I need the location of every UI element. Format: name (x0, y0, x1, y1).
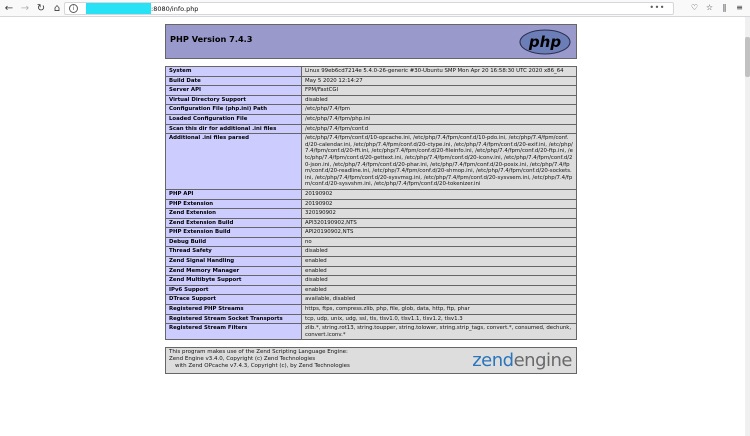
table-row (166, 324, 577, 340)
row-key: Virtual Directory Support (166, 95, 302, 105)
table-row (166, 124, 577, 134)
row-value: API20190902,NTS (302, 228, 577, 238)
row-key: Scan this dir for additional .ini files (166, 124, 302, 134)
table-row (166, 266, 577, 276)
table-row (166, 228, 577, 238)
table-row (166, 114, 577, 124)
row-key: Registered Stream Filters (166, 324, 302, 340)
row-value: /etc/php/7.4/fpm/conf.d/10-opcache.ini, /etc/php/7.4/fpm/conf.d/10-pdo.ini, /etc/php/7.4/fpm/conf.d/20-calendar.ini, /etc/php/7.4/fpm/conf.d/20-ctype.ini, /etc/php/7.4/fpm/conf.d/20-exif.ini, /etc/php/7.4/fpm/conf.d/20-ffi.ini, /etc/php/7.4/fpm/conf.d/20-fileinfo.ini, /etc/php/7.4/fpm/conf.d/20-ftp.ini, /etc/php/7.4/fpm/conf.d/20-gettext.ini, /etc/php/7.4/fpm/conf.d/20-iconv.ini, /etc/php/7.4/fpm/conf.d/20-json.ini, /etc/php/7.4/fpm/conf.d/20-phar.ini, /etc/php/7.4/fpm/conf.d/20-posix.ini, /etc/php/7.4/fpm/conf.d/20-readline.ini, /etc/php/7.4/fpm/conf.d/20-shmop.ini, /etc/php/7.4/fpm/conf.d/20-sockets.ini, /etc/php/7.4/fpm/conf.d/20-sysvmsg.ini, /etc/php/7.4/fpm/conf.d/20-sysvsem.ini, /etc/php/7.4/fpm/conf.d/20-sysvshm.ini, /etc/php/7.4/fpm/conf.d/20-tokenizer.ini (302, 134, 577, 190)
row-value: FPM/FastCGI (302, 86, 577, 96)
row-value: disabled (302, 95, 577, 105)
row-key: IPv6 Support (166, 285, 302, 295)
row-value: 20190902 (302, 199, 577, 209)
url-path: :8080/info.php (151, 4, 199, 13)
table-row (166, 67, 577, 77)
row-value: Linux 99eb6cd7214e 5.4.0-26-generic #30-Ubuntu SMP Mon Apr 20 16:58:30 UTC 2020 x86_64 (302, 67, 577, 77)
row-key: Zend Memory Manager (166, 266, 302, 276)
forward-arrow-icon[interactable]: → (20, 2, 30, 14)
table-row (166, 247, 577, 257)
row-key: Zend Signal Handling (166, 257, 302, 267)
row-key: DTrace Support (166, 295, 302, 305)
address-bar[interactable] (64, 2, 674, 15)
row-key: Zend Extension Build (166, 218, 302, 228)
zend-logo-word: zend (472, 350, 514, 372)
browser-toolbar (0, 0, 750, 17)
table-row (166, 209, 577, 219)
scrollbar-thumb[interactable] (745, 37, 750, 77)
row-value: /etc/php/7.4/fpm (302, 105, 577, 115)
row-key: PHP Extension (166, 199, 302, 209)
row-value: API320190902,NTS (302, 218, 577, 228)
page-title: PHP Version 7.4.3 (170, 34, 253, 44)
row-key: System (166, 67, 302, 77)
library-icon[interactable]: ∥ (722, 3, 727, 12)
row-key: Thread Safety (166, 247, 302, 257)
row-key: Server API (166, 86, 302, 96)
zend-engine-logo (472, 350, 572, 372)
pocket-icon[interactable]: ♡ (690, 3, 699, 12)
row-value: May 5 2020 12:14:27 (302, 76, 577, 86)
row-value: /etc/php/7.4/fpm/conf.d (302, 124, 577, 134)
table-row (166, 134, 577, 190)
row-key: Debug Build (166, 237, 302, 247)
menu-icon[interactable]: ≡ (736, 3, 743, 12)
row-value: enabled (302, 257, 577, 267)
table-row (166, 237, 577, 247)
star-icon[interactable]: ☆ (705, 3, 714, 12)
table-row (166, 295, 577, 305)
row-key: Registered Stream Socket Transports (166, 314, 302, 324)
phpinfo-header (165, 24, 577, 59)
table-row (166, 86, 577, 96)
row-value: zlib.*, string.rot13, string.toupper, string.tolower, string.strip_tags, convert.*, consumed, dechunk, convert.iconv.* (302, 324, 577, 340)
row-key: Configuration File (php.ini) Path (166, 105, 302, 115)
home-icon[interactable]: ⌂ (53, 2, 61, 14)
table-row (166, 199, 577, 209)
php-logo-icon (519, 29, 571, 55)
table-row (166, 305, 577, 315)
row-value: available, disabled (302, 295, 577, 305)
info-icon[interactable]: i (69, 4, 78, 13)
table-row (166, 314, 577, 324)
table-row (166, 276, 577, 286)
page-scrollbar[interactable] (745, 17, 750, 436)
table-row (166, 95, 577, 105)
footer-line-2: Zend Engine v3.4.0, Copyright (c) Zend Technologies (169, 356, 316, 363)
row-value: enabled (302, 266, 577, 276)
row-key: Zend Extension (166, 209, 302, 219)
phpinfo-page (165, 24, 577, 374)
row-value: enabled (302, 285, 577, 295)
redacted-host (86, 3, 151, 14)
page-actions-icon[interactable]: ••• (649, 3, 665, 12)
row-key: PHP Extension Build (166, 228, 302, 238)
back-arrow-icon[interactable]: ← (4, 2, 14, 14)
table-row (166, 76, 577, 86)
row-value: https, ftps, compress.zlib, php, file, glob, data, http, ftp, phar (302, 305, 577, 315)
row-key: Additional .ini files parsed (166, 134, 302, 190)
table-row (166, 189, 577, 199)
row-value: disabled (302, 276, 577, 286)
row-value: 320190902 (302, 209, 577, 219)
row-value: no (302, 237, 577, 247)
zend-footer (165, 347, 577, 374)
row-key: Build Date (166, 76, 302, 86)
row-key: Zend Multibyte Support (166, 276, 302, 286)
php-logo-text: php (528, 33, 562, 51)
table-row (166, 218, 577, 228)
footer-line-1: This program makes use of the Zend Scripting Language Engine: (169, 349, 348, 356)
row-value: tcp, udp, unix, udg, ssl, tls, tlsv1.0, tlsv1.1, tlsv1.2, tlsv1.3 (302, 314, 577, 324)
table-row (166, 105, 577, 115)
row-key: Registered PHP Streams (166, 305, 302, 315)
toolbar-right-icons (690, 3, 744, 12)
table-row (166, 257, 577, 267)
engine-logo-word: engine (513, 350, 572, 372)
phpinfo-table (165, 66, 577, 340)
reload-icon[interactable]: ↻ (36, 2, 46, 14)
row-key: PHP API (166, 189, 302, 199)
row-key: Loaded Configuration File (166, 114, 302, 124)
table-row (166, 285, 577, 295)
row-value: 20190902 (302, 189, 577, 199)
row-value: disabled (302, 247, 577, 257)
row-value: /etc/php/7.4/fpm/php.ini (302, 114, 577, 124)
footer-line-3: with Zend OPcache v7.4.3, Copyright (c), by Zend Technologies (175, 362, 350, 369)
